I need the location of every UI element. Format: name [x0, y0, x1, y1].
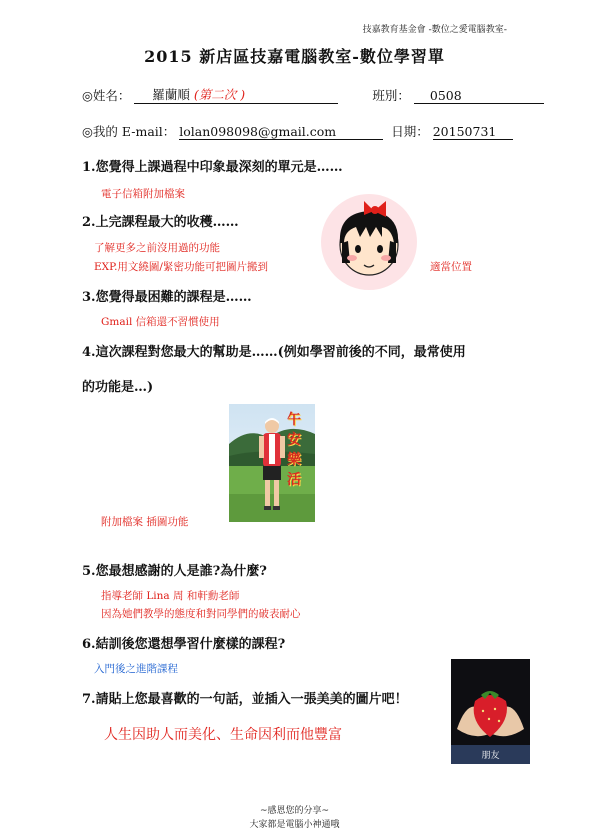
- name-field: [134, 85, 338, 104]
- answer-6: 入門後之進階課程: [94, 663, 178, 675]
- name-value: 羅蘭順: [152, 87, 190, 102]
- question-1: 1.您覺得上課過程中印象最深刻的單元是……: [82, 160, 343, 175]
- name-note: (第二次 ): [193, 87, 246, 102]
- date-field: [433, 124, 513, 140]
- header-org: 技嘉教育基金會 -數位之愛電腦教室-: [362, 25, 507, 35]
- answer-2-line1: 了解更多之前沒用過的功能: [94, 242, 220, 254]
- answer-2-line3: 適當位置: [430, 261, 472, 273]
- answer-5-line1: 指導老師 Lina 周 和軒勳老師: [101, 590, 240, 602]
- answer-2-line2: EXP.用文繞圖/緊密功能可把圖片搬到: [94, 261, 268, 273]
- strawberry-image: [451, 659, 530, 764]
- photo-caption: 午安樂活: [287, 412, 301, 488]
- email-row: [82, 122, 513, 140]
- image-caption: 朋友: [481, 751, 500, 761]
- email-field: [179, 124, 383, 140]
- answer-4: 附加檔案 插圖功能: [101, 516, 189, 528]
- question-5: 5.您最想感謝的人是誰?為什麼?: [82, 564, 267, 579]
- footer-line2: 大家都是電腦小神通哦: [249, 820, 340, 830]
- footer-line1: ~感恩您的分享~: [259, 806, 330, 816]
- name-label: ◎姓名：: [82, 88, 131, 103]
- question-2: 2.上完課程最大的收穫……: [82, 215, 239, 230]
- class-value: 0508: [429, 88, 462, 103]
- name-row: [82, 85, 544, 104]
- email-label: ◎我的 E-mail：: [82, 124, 176, 139]
- answer-3: Gmail 信箱還不習慣使用: [101, 316, 220, 328]
- question-4-line2: 的功能是…): [82, 380, 154, 395]
- answer-7: 人生因助人而美化、生命因利而他豐富: [104, 727, 342, 743]
- answer-5-line2: 因為她們教學的態度和對同學們的破表耐心: [101, 608, 301, 620]
- date-label: 日期：: [391, 124, 429, 139]
- question-7: 7.請貼上您最喜歡的一句話，並插入一張美美的圖片吧！: [82, 692, 408, 707]
- question-4-line1: 4.這次課程對您最大的幫助是……(例如學習前後的不同，最常使用: [82, 345, 466, 360]
- golf-photo: [229, 404, 315, 522]
- answer-1: 電子信箱附加檔案: [101, 188, 185, 200]
- cartoon-girl-illustration: [320, 193, 418, 291]
- question-3: 3.您覺得最困難的課程是……: [82, 290, 252, 305]
- class-field: [414, 88, 544, 104]
- question-6: 6.結訓後您還想學習什麼樣的課程?: [82, 637, 286, 652]
- email-value: lolan098098@gmail.com: [179, 124, 337, 139]
- class-label: 班別：: [372, 88, 410, 103]
- page-title: 2015 新店區技嘉電腦教室-數位學習單: [144, 47, 445, 66]
- date-value: 20150731: [432, 124, 497, 139]
